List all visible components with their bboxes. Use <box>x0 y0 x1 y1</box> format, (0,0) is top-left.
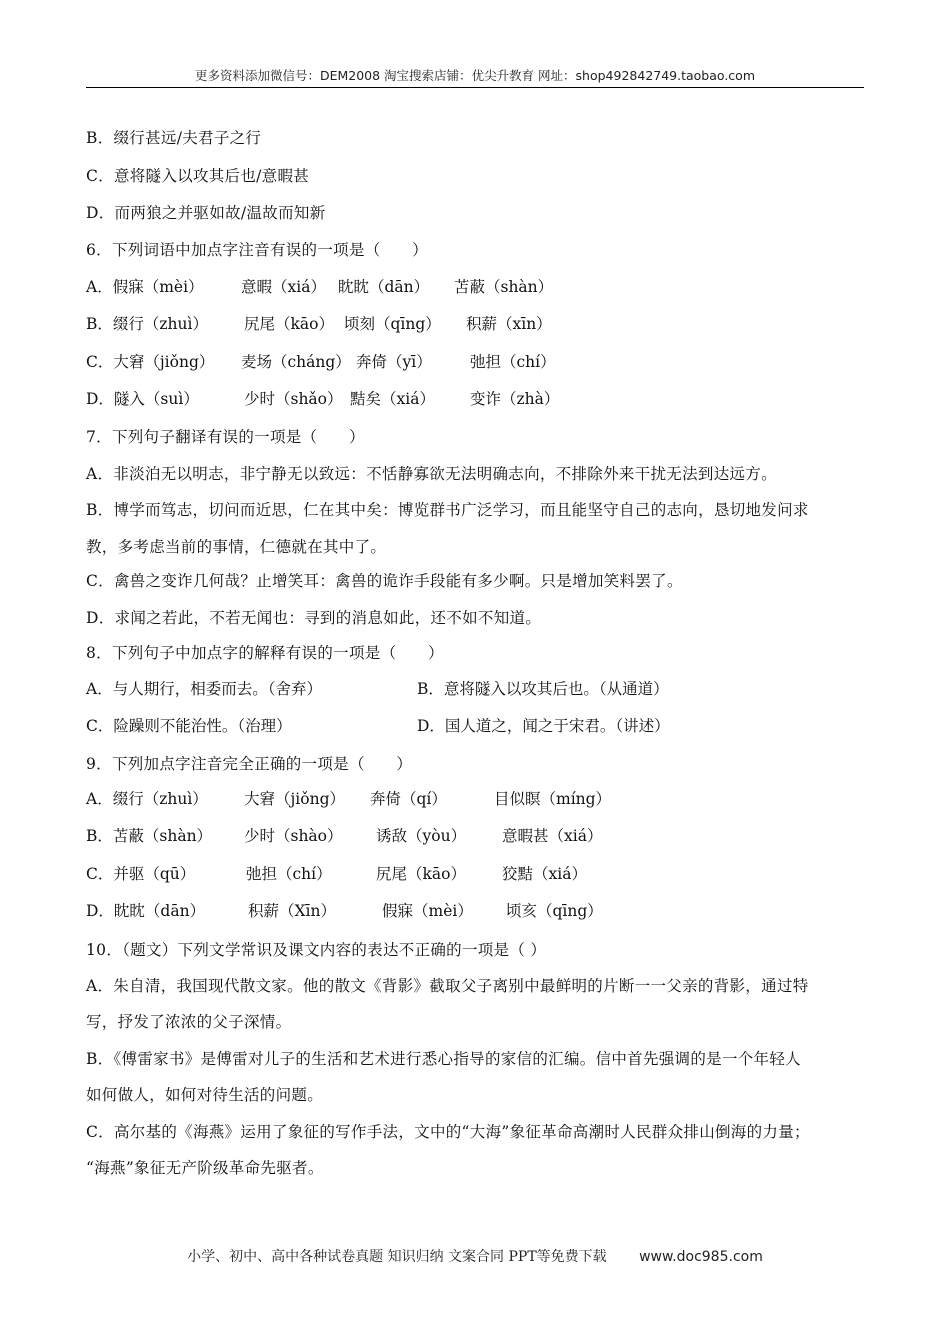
q7-option-b-cont: 教，多考虑当前的事情，仁德就在其中了。 <box>86 538 387 556</box>
q9-stem: 9．下列加点字注音完全正确的一项是（ ） <box>86 755 413 773</box>
q7-option-c: C．禽兽之变诈几何哉？止增笑耳：禽兽的诡诈手段能有多少啊。只是增加笑料罢了。 <box>86 572 683 590</box>
q10-option-a-cont: 写，抒发了浓浓的父子深情。 <box>86 1013 292 1031</box>
q6-d-1: D．隧入（suì） <box>86 390 199 408</box>
q6-option-b <box>86 314 866 334</box>
page-footer <box>0 1246 950 1266</box>
q6-option-c <box>86 352 866 372</box>
q9-b-1: B．苫蔽（shàn） <box>86 827 213 845</box>
q9-d-1: D．眈眈（dān） <box>86 902 206 920</box>
q9-d-3: 假寐（mèi） <box>382 902 473 920</box>
q9-c-4: 狡黠（xiá） <box>502 865 587 883</box>
q9-c-3: 尻尾（kāo） <box>376 865 466 883</box>
q9-a-1: A．缀行（zhuì） <box>86 790 208 808</box>
q9-option-b <box>86 826 866 846</box>
q6-b-1: B．缀行（zhuì） <box>86 315 208 333</box>
q6-b-3: 顷刻（qīng） <box>344 315 441 333</box>
q10-option-b-cont: 如何做人，如何对待生活的问题。 <box>86 1086 324 1104</box>
q9-option-a <box>86 789 866 809</box>
q9-a-2: 大窘（jiǒng） <box>244 790 346 808</box>
q7-option-d: D．求闻之若此，不若无闻也：寻到的消息如此，还不如不知道。 <box>86 609 542 627</box>
q8-option-d: D．国人道之，闻之于宋君。（讲述） <box>417 717 670 735</box>
q6-c-1: C．大窘（jiǒng） <box>86 353 215 371</box>
q9-a-4: 目似瞑（míng） <box>494 790 612 808</box>
q8-row-1 <box>86 679 866 699</box>
footer-text: 小学、初中、高中各种试卷真题 知识归纳 文案合同 PPT等免费下载 <box>187 1249 607 1265</box>
q9-option-d <box>86 901 866 921</box>
q9-a-3: 奔倚（qí） <box>370 790 447 808</box>
q6-b-4: 积薪（xīn） <box>466 315 552 333</box>
q6-a-3: 眈眈（dān） <box>338 278 430 296</box>
q5-option-c: C．意将隧入以攻其后也/意暇甚 <box>86 167 310 185</box>
q6-d-2: 少时（shǎo） <box>244 390 343 408</box>
q7-stem: 7．下列句子翻译有误的一项是（ ） <box>86 428 365 446</box>
q8-option-c: C．险躁则不能治性。（治理） <box>86 717 292 735</box>
q9-d-4: 顷亥（qīng） <box>506 902 603 920</box>
q8-option-a: A．与人期行，相委而去。（舍弃） <box>86 680 322 698</box>
q9-c-2: 弛担（chí） <box>246 865 332 883</box>
q10-option-c-cont: “海燕”象征无产阶级革命先驱者。 <box>86 1159 324 1177</box>
q9-option-c <box>86 864 866 884</box>
q9-d-2: 积薪（Xīn） <box>248 902 336 920</box>
q10-option-c: C．高尔基的《海燕》运用了象征的写作手法，文中的“大海”象征革命高潮时人民群众排山倒海的力量； <box>86 1123 810 1141</box>
q10-option-b: B．《傅雷家书》是傅雷对儿子的生活和艺术进行悉心指导的家信的汇编。信中首先强调的是一个年轻人 <box>86 1050 801 1068</box>
q6-option-d <box>86 389 866 409</box>
q6-c-4: 弛担（chí） <box>470 353 556 371</box>
q6-option-a <box>86 277 866 297</box>
q9-c-1: C．并驱（qū） <box>86 865 196 883</box>
q8-stem: 8．下列句子中加点字的解释有误的一项是（ ） <box>86 644 444 662</box>
q9-b-2: 少时（shào） <box>244 827 343 845</box>
q6-a-1: A．假寐（mèi） <box>86 278 204 296</box>
q6-c-2: 麦场（cháng） <box>241 353 351 371</box>
q5-option-b: B．缀行甚远/夫君子之行 <box>86 129 262 147</box>
q6-a-2: 意暇（xiá） <box>241 278 326 296</box>
q6-stem: 6．下列词语中加点字注音有误的一项是（ ） <box>86 241 428 259</box>
q8-option-b: B．意将隧入以攻其后也。（从通道） <box>417 680 669 698</box>
q6-a-4: 苫蔽（shàn） <box>454 278 554 296</box>
q6-d-4: 变诈（zhà） <box>470 390 560 408</box>
q5-option-d: D．而两狼之并驱如故/温故而知新 <box>86 204 326 222</box>
q6-b-2: 尻尾（kāo） <box>244 315 334 333</box>
q10-option-a: A．朱自清，我国现代散文家。他的散文《背影》截取父子离别中最鲜明的片断一一父亲的背影，通过特 <box>86 977 809 995</box>
q9-b-4: 意暇甚（xiá） <box>502 827 603 845</box>
page-header: 更多资料添加微信号：DEM2008 淘宝搜索店铺：优尖升教育 网址：shop492842749.taobao.com <box>194 68 756 83</box>
q7-option-a: A．非淡泊无以明志，非宁静无以致远：不恬静寡欲无法明确志向，不排除外来干扰无法到达远方。 <box>86 465 777 483</box>
q6-d-3: 黠矣（xiá） <box>350 390 435 408</box>
q8-row-2 <box>86 716 866 736</box>
header-divider <box>86 87 864 88</box>
footer-site: www.doc985.com <box>639 1249 763 1265</box>
q10-stem: 10．（题文）下列文学常识及课文内容的表达不正确的一项是（ ） <box>86 941 547 959</box>
q9-b-3: 诱敌（yòu） <box>376 827 467 845</box>
q7-option-b: B．博学而笃志，切问而近思，仁在其中矣：博览群书广泛学习，而且能坚守自己的志向，恳切地发问求 <box>86 501 809 519</box>
q6-c-3: 奔倚（yī） <box>356 353 432 371</box>
